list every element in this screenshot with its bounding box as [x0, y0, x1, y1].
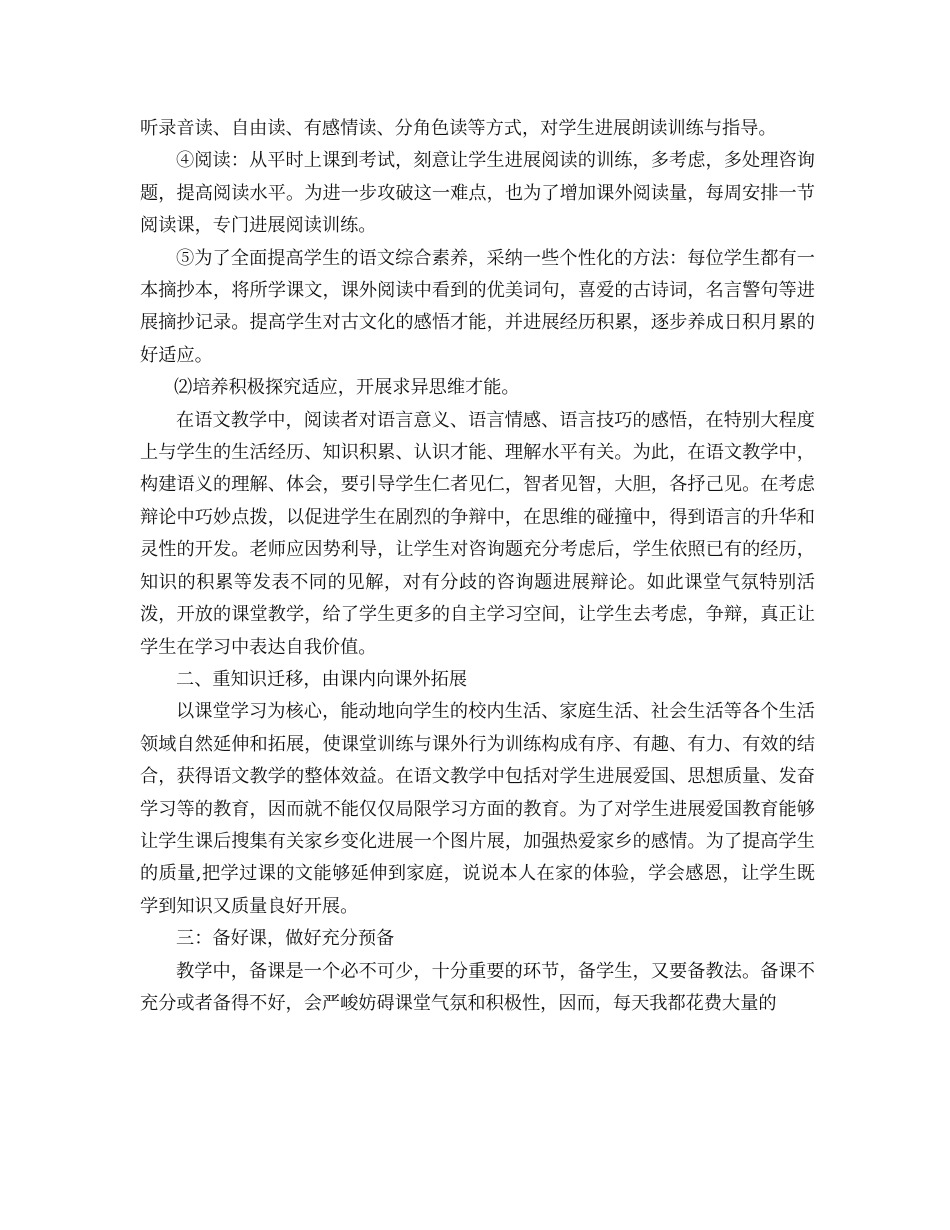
paragraph: 教学中，备课是一个必不可少，十分重要的环节，备学生，又要备教法。备课不充分或者备得不好，会严峻妨碍课堂气氛和积极性，因而，每天我都花费大量的 [140, 960, 815, 1014]
section-heading: 三：备好课，做好充分预备 [176, 928, 395, 950]
paragraph: ⑤为了全面提高学生的语文综合素养，采纳一些个性化的方法：每位学生都有一本摘抄本，将所学课文，课外阅读中看到的优美词句，喜爱的古诗词，名言警句等进展摘抄记录。提高学生对古文化的感悟才能，并进展经历积累，逐步养成日积月累的好适应。 [140, 247, 815, 366]
document-body [140, 113, 815, 1020]
section-heading: 二、重知识迁移，由课内向课外拓展 [176, 668, 468, 690]
paragraph: 听录音读、自由读、有感情读、分角色读等方式，对学生进展朗读训练与指导。 [140, 118, 777, 139]
paragraph-subheading: ⑵培养积极探究适应，开展求异思维才能。 [174, 377, 520, 399]
paragraph: ④阅读：从平时上课到考试，刻意让学生进展阅读的训练，多考虑，多处理咨询题，提高阅读水平。为进一步攻破这一难点，也为了增加课外阅读量，每周安排一节阅读课，专门进展阅读训练。 [140, 150, 815, 237]
paragraph: 在语文教学中，阅读者对语言意义、语言情感、语言技巧的感悟，在特别大程度上与学生的生活经历、知识积累、认识才能、理解水平有关。为此，在语文教学中，构建语义的理解、体会，要引导学生仁者见仁，智者见智，大胆，各抒己见。在考虑辩论中巧妙点拨，以促进学生在剧烈的争辩中，在思维的碰撞中，得到语言的升华和灵性的开发。老师应因势利导，让学生对咨询题充分考虑后，学生依照已有的经历，知识的积累等发表不同的见解，对有分歧的咨询题进展辩论。如此课堂气氛特别活泼，开放的课堂教学，给了学生更多的自主学习空间，让学生去考虑，争辩，真正让学生在学习中表达自我价值。 [140, 409, 815, 658]
paragraph: 以课堂学习为核心，能动地向学生的校内生活、家庭生活、社会生活等各个生活领域自然延伸和拓展，使课堂训练与课外行为训练构成有序、有趣、有力、有效的结合，获得语文教学的整体效益。在语文教学中包括对学生进展爱国、思想质量、发奋学习等的教育，因而就不能仅仅局限学习方面的教育。为了对学生进展爱国教育能够让学生课后搜集有关家乡变化进展一个图片展，加强热爱家乡的感情。为了提高学生的质量,把学过课的文能够延伸到家庭，说说本人在家的体验，学会感恩，让学生既学到知识又质量良好开展。 [140, 701, 815, 917]
